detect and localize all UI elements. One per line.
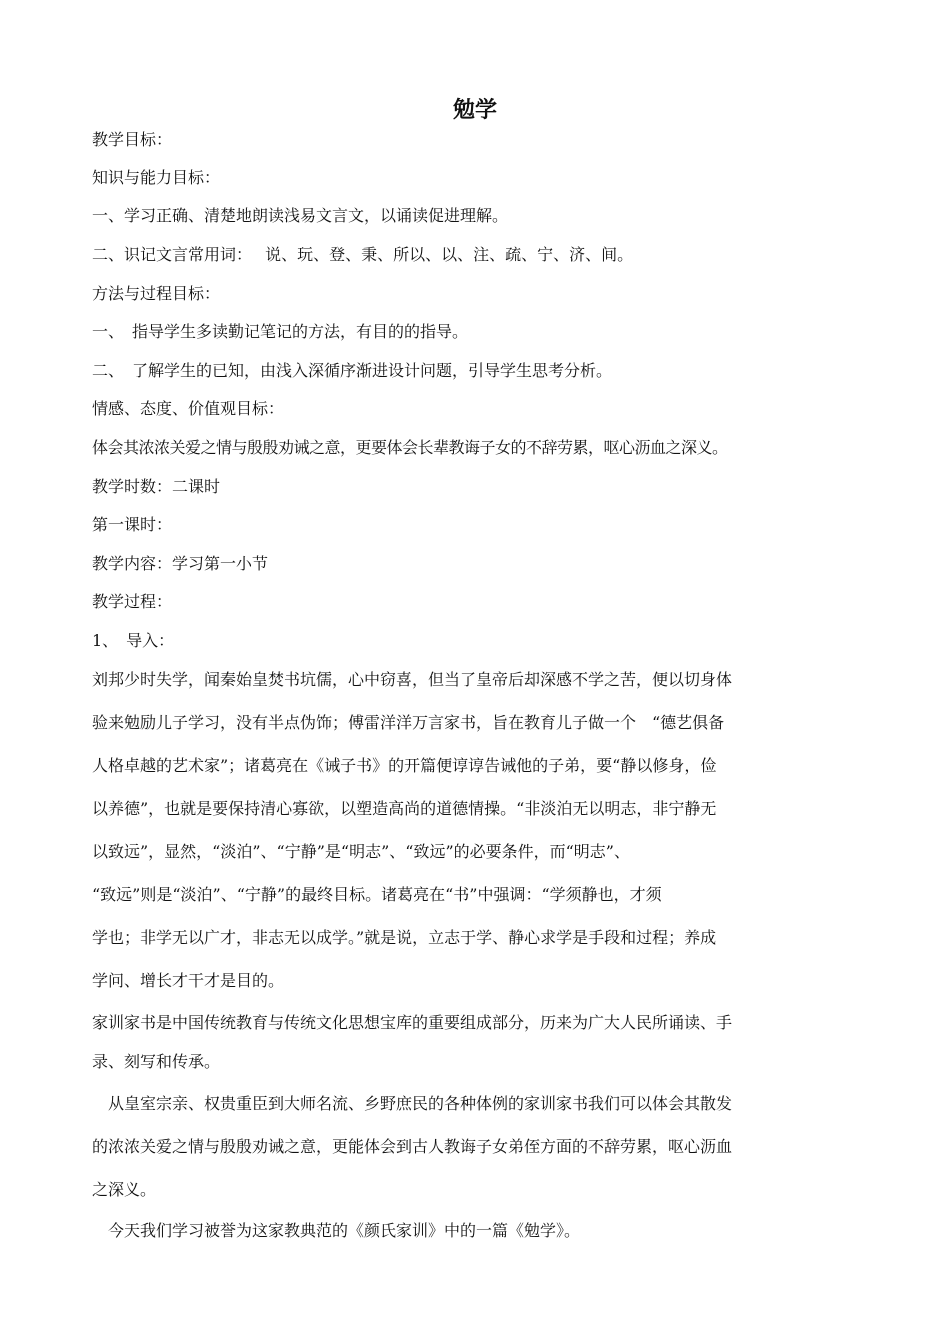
- text-line: 知识与能力目标：: [92, 168, 221, 187]
- text-line: 教学时数：二课时: [92, 477, 221, 496]
- text-line: 从皇室宗亲、权贵重臣到大师名流、乡野庶民的各种体例的家训家书我们可以体会其散发: [92, 1094, 733, 1113]
- text-line: 二、 了解学生的已知，由浅入深循序渐进设计问题，引导学生思考分析。: [92, 361, 613, 380]
- text-line: 学问、增长才干才是目的。: [92, 971, 285, 990]
- text-line: 情感、态度、价值观目标：: [92, 399, 285, 418]
- text-line: 体会其浓浓关爱之情与殷殷劝诫之意，更要体会长辈教诲子女的不辞劳累，呕心沥血之深义。: [92, 438, 728, 457]
- text-line: 二、识记文言常用词： 说、玩、登、秉、所以、以、注、疏、宁、济、间。: [92, 245, 634, 264]
- text-line: 第一课时：: [92, 515, 173, 534]
- text-line: 以养德”，也就是要保持清心寡欲，以塑造高尚的道德情操。“非淡泊无以明志，非宁静无: [92, 799, 717, 818]
- text-line: “致远”则是“淡泊”、“宁静”的最终目标。诸葛亮在“书”中强调：“学须静也，才须: [92, 885, 662, 904]
- text-line: 以致远”，显然，“淡泊”、“宁静”是“明志”、“致远”的必要条件，而“明志”、: [92, 842, 630, 861]
- document-title: 勉学: [452, 98, 497, 123]
- text-line: 家训家书是中国传统教育与传统文化思想宝库的重要组成部分，历来为广大人民所诵读、手: [92, 1013, 733, 1032]
- text-line: 刘邦少时失学，闻秦始皇焚书坑儒，心中窃喜，但当了皇帝后却深感不学之苦，便以切身体: [92, 670, 733, 689]
- text-line: 一、 指导学生多读勤记笔记的方法，有目的的指导。: [92, 322, 469, 341]
- text-line: 的浓浓关爱之情与殷殷劝诫之意，更能体会到古人教诲子女弟侄方面的不辞劳累，呕心沥血: [92, 1137, 733, 1156]
- text-line: 人格卓越的艺术家”；诸葛亮在《诫子书》的开篇便谆谆告诫他的子弟，要“静以修身，俭: [92, 756, 717, 775]
- text-line: 教学目标：: [92, 130, 173, 149]
- text-line: 今天我们学习被誉为这家教典范的《颜氏家训》中的一篇《勉学》。: [92, 1221, 581, 1240]
- text-line: 之深义。: [92, 1180, 157, 1199]
- text-line: 录、刻写和传承。: [92, 1052, 221, 1071]
- text-line: 方法与过程目标：: [92, 284, 221, 303]
- text-line: 验来勉励儿子学习，没有半点伪饰；傅雷洋洋万言家书，旨在教育儿子做一个 “德艺俱备: [92, 713, 725, 732]
- text-line: 学也；非学无以广才，非志无以成学。”就是说，立志于学、静心求学是手段和过程；养成: [92, 928, 717, 947]
- text-line: 1、 导入：: [92, 631, 175, 650]
- text-line: 教学内容：学习第一小节: [92, 554, 269, 573]
- text-line: 一、学习正确、清楚地朗读浅易文言文，以诵读促进理解。: [92, 206, 509, 225]
- text-line: 教学过程：: [92, 592, 173, 611]
